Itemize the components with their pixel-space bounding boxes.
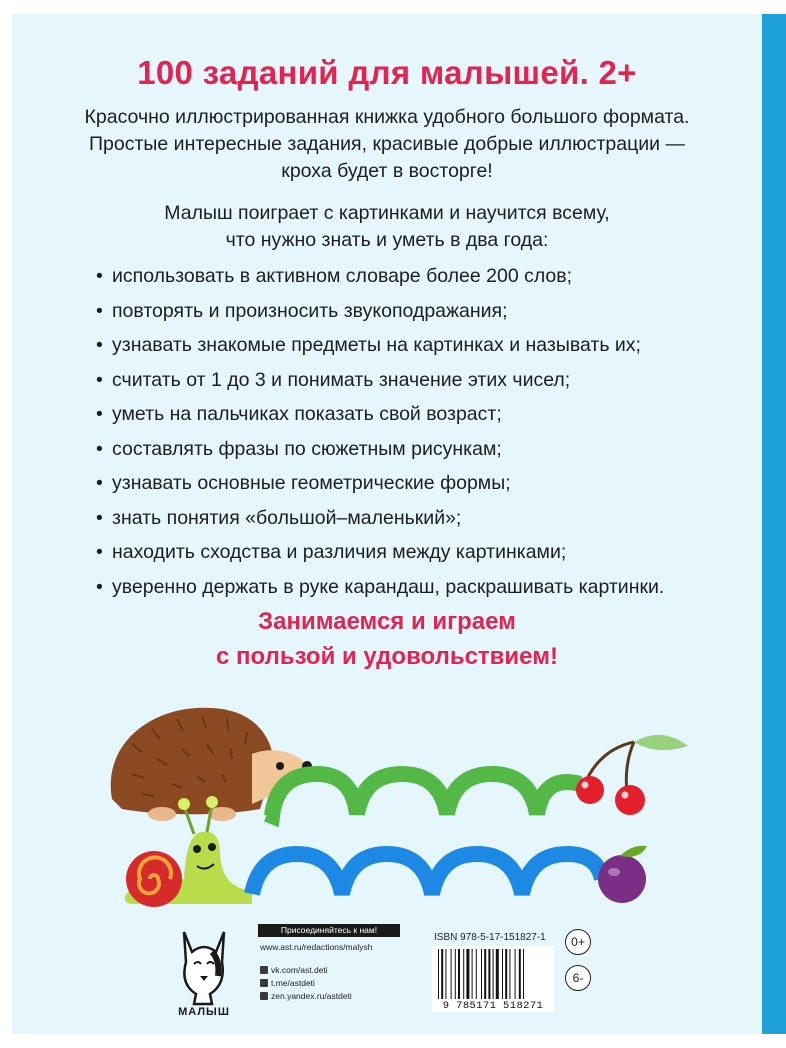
publisher-logo-text: МАЛЫШ [178, 1006, 230, 1018]
bullet: • [96, 299, 103, 322]
barcode-bar [463, 949, 464, 999]
blue-tracing-path [252, 854, 602, 894]
tracing-illustration [102, 704, 702, 924]
skill-item [96, 259, 746, 294]
book-back-cover [12, 14, 762, 1034]
skill-item [96, 363, 746, 398]
skill-text: считать от 1 до 3 и понимать значение этих чисел; [112, 368, 571, 391]
skills-intro-line: Малыш поиграет с картинками и научится всему, [164, 202, 610, 224]
skill-text: использовать в активном словаре более 200 слов; [112, 265, 573, 287]
green-tracing-path [267, 774, 580, 816]
vk-icon [260, 966, 268, 974]
barcode-bar [441, 949, 443, 999]
barcode-bar [502, 949, 503, 999]
skill-item [96, 397, 746, 432]
barcode-bar [496, 949, 499, 999]
zen-icon [260, 992, 268, 1000]
barcode [432, 946, 554, 1001]
skill-text: знать понятия «большой–маленький»; [112, 506, 462, 529]
telegram-icon [260, 979, 268, 987]
social-link-text: t.me/astdeti [271, 978, 315, 988]
skill-text: находить сходства и различия между картинками; [112, 541, 567, 563]
skill-text: узнавать основные геометрические формы; [112, 472, 511, 494]
social-link-text: zen.yandex.ru/astdeti [271, 991, 352, 1001]
social-link [260, 990, 352, 1003]
intro-line: Простые интересные задания, красивые добрые иллюстрации — [89, 133, 685, 155]
slogan-line: с пользой и удовольствием! [216, 643, 558, 670]
skill-text: уверенно держать в руке карандаш, раскрашивать картинки. [112, 575, 665, 598]
book-spine [762, 14, 786, 1034]
bullet: • [96, 506, 103, 529]
barcode-number: 9 785171 518271 [432, 1000, 554, 1012]
barcode-bar [472, 949, 473, 999]
publisher-website: www.ast.ru/redactions/malysh [260, 942, 373, 952]
skill-item [96, 294, 746, 329]
barcode-bar [481, 949, 482, 999]
cherries-illustration [576, 735, 688, 815]
barcode-bar [493, 949, 494, 999]
bullet: • [96, 368, 103, 391]
plum-illustration [598, 846, 647, 903]
skill-item [96, 466, 746, 501]
skill-text: составлять фразы по сюжетным рисункам; [112, 437, 502, 460]
skill-item [96, 570, 746, 605]
intro-line: Красочно иллюстрированная книжка удобного большого формата. [84, 106, 690, 128]
skills-list [96, 259, 746, 604]
isbn-label: ISBN 978-5-17-151827-1 [434, 932, 546, 943]
barcode-bar [451, 949, 452, 999]
bullet: • [96, 472, 103, 494]
skills-intro [12, 200, 762, 254]
age-rating-badge: 6- [565, 965, 591, 991]
bullet: • [96, 403, 103, 425]
barcode-bar [505, 949, 507, 999]
skill-text: узнавать знакомые предметы на картинках и называть их; [112, 334, 641, 356]
barcode-bar [515, 949, 516, 999]
bullet: • [96, 437, 103, 460]
bullet: • [96, 575, 103, 598]
slogan [12, 604, 762, 674]
slogan-line: Занимаемся и играем [258, 608, 516, 635]
barcode-bar [458, 949, 460, 999]
social-link-text: vk.com/ast.deti [271, 965, 328, 975]
skill-text: уметь на пальчиках показать свой возраст; [112, 403, 502, 425]
barcode-bar [445, 949, 446, 999]
publisher-logo [154, 924, 254, 1024]
social-links [260, 964, 352, 1003]
bullet: • [96, 265, 103, 287]
skills-intro-line: что нужно знать и уметь в два года: [225, 229, 549, 251]
barcode-bar [519, 949, 521, 999]
skill-item [96, 432, 746, 467]
bullet: • [96, 334, 103, 356]
skill-item [96, 328, 746, 363]
age-rating-badge: 0+ [565, 929, 591, 955]
skill-item [96, 501, 746, 536]
book-title: 100 заданий для малышей. 2+ [137, 54, 637, 91]
barcode-bar [484, 949, 486, 999]
barcode-bar [509, 949, 510, 999]
barcode-bar [523, 949, 524, 999]
barcode-bar [466, 949, 469, 999]
barcode-bar [455, 949, 456, 999]
social-link [260, 964, 352, 977]
skill-text: повторять и произносить звукоподражания; [112, 299, 508, 322]
skill-item [96, 535, 746, 570]
barcode-bar [488, 949, 490, 999]
social-link [260, 977, 352, 990]
intro-line: кроха будет в восторге! [281, 160, 493, 182]
join-us-banner: Присоединяйтесь к нам! [258, 924, 400, 937]
barcode-bar [438, 949, 439, 999]
barcode-bar [476, 949, 477, 999]
bullet: • [96, 541, 103, 563]
intro-text [12, 104, 762, 185]
